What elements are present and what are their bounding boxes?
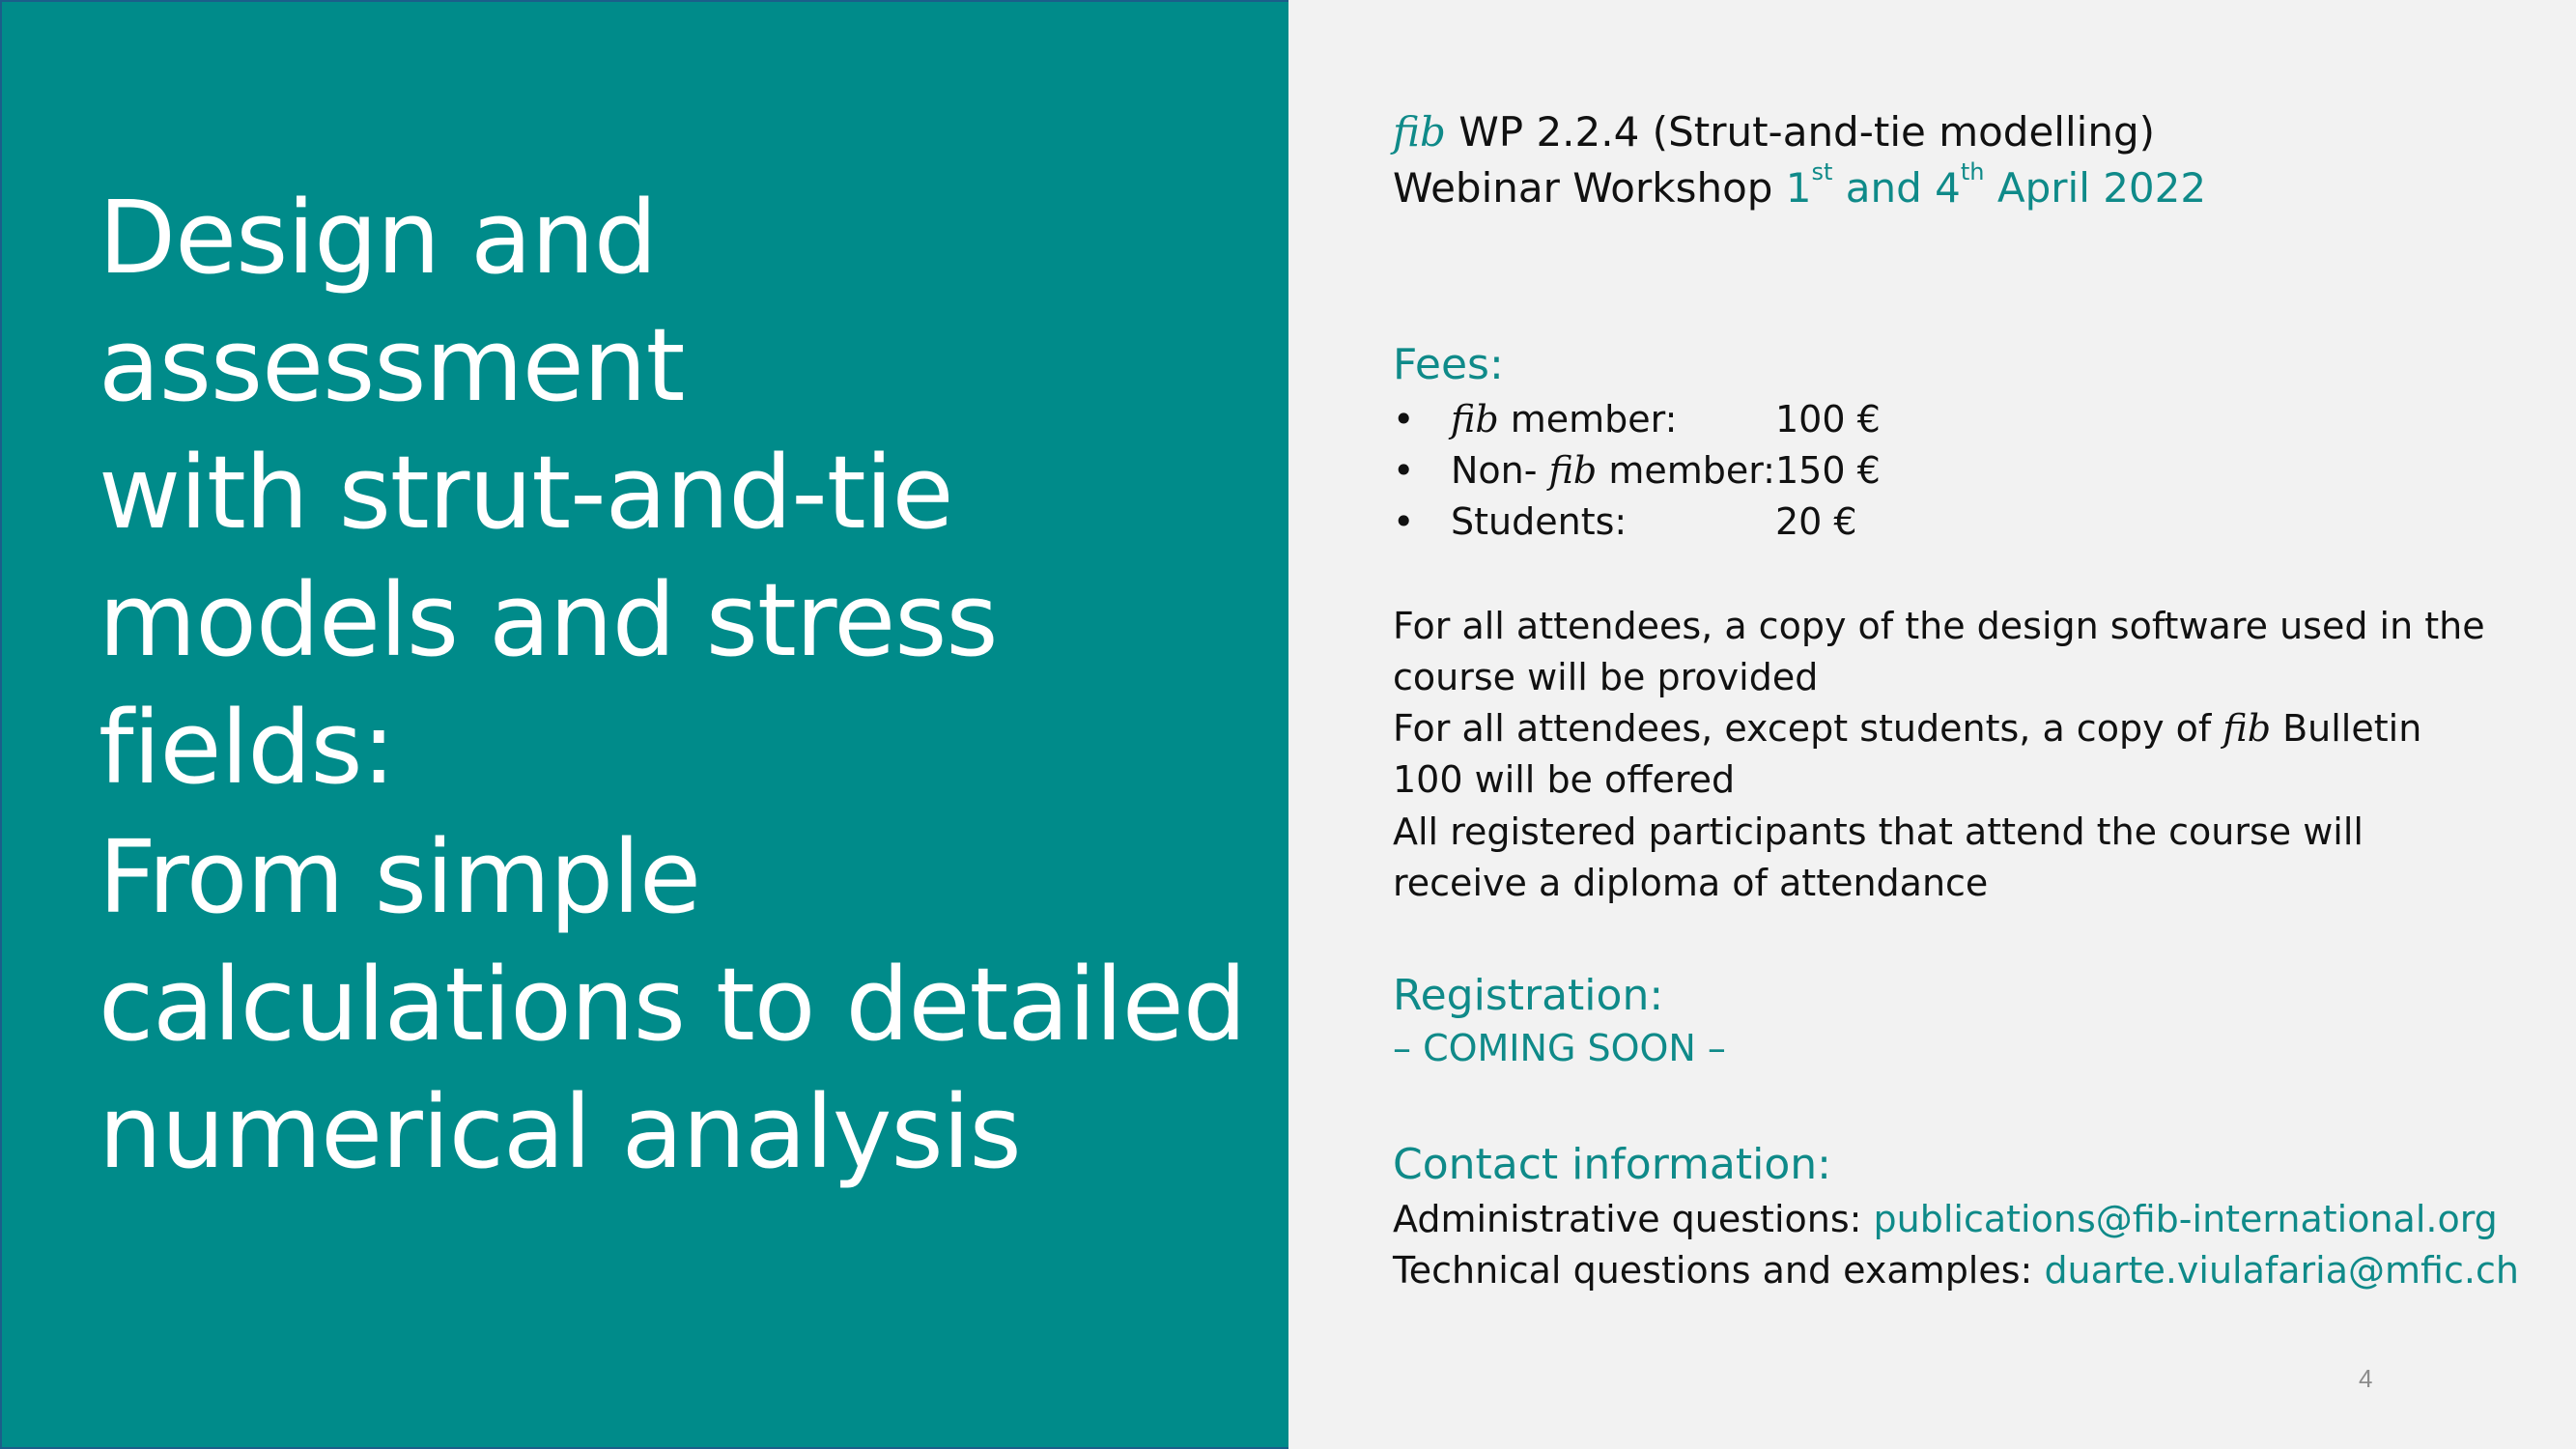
fib-mark: fib — [1451, 398, 1499, 440]
fib-mark: fib — [1393, 108, 1446, 156]
fee-price: 100 € — [1775, 398, 1881, 440]
bulletin-text-b: Bulletin 100 will be offered — [1393, 707, 2422, 801]
registration-heading: Registration: — [1393, 971, 1664, 1020]
fib-mark: fib — [2222, 707, 2272, 750]
wp-text: WP 2.2.4 (Strut-and-tie modelling) — [1445, 108, 2155, 156]
admin-label: Administrative questions: — [1393, 1198, 1874, 1240]
diploma-note: All registered participants that attend the course will receive a diploma of attendance — [1393, 810, 2364, 904]
bulletin-note — [1393, 703, 2494, 806]
software-note: For all attendees, a copy of the design software used in the course will be provided — [1393, 605, 2485, 698]
fee-prefix: Students: — [1451, 500, 1628, 543]
date-rest: April 2022 — [1984, 164, 2207, 212]
registration-status: – COMING SOON – — [1393, 1027, 1726, 1069]
fee-price: 150 € — [1775, 449, 1881, 492]
fib-mark: fib — [1548, 449, 1598, 492]
slide-title: Design and assessment with strut-and-tie models and stress fields: — [99, 179, 998, 807]
admin-email-link[interactable]: publications@fib-international.org — [1873, 1198, 2498, 1240]
fee-prefix: Non- — [1451, 449, 1549, 492]
fee-suffix: member: — [1498, 398, 1678, 440]
fee-item — [1393, 500, 1857, 543]
fees-heading: Fees: — [1393, 340, 1504, 389]
tech-label: Technical questions and examples: — [1393, 1249, 2045, 1292]
fee-item — [1393, 449, 1881, 492]
date-1: 1 — [1785, 164, 1812, 212]
bulletin-text-a: For all attendees, except students, a copy of — [1393, 707, 2223, 750]
workshop-date-line — [1393, 158, 2207, 212]
workshop-title — [1393, 108, 2155, 156]
date-1-suffix: st — [1811, 158, 1833, 185]
webinar-label: Webinar Workshop — [1393, 164, 1786, 212]
bullet: • — [1393, 449, 1415, 492]
fee-price: 20 € — [1775, 500, 1857, 543]
fee-suffix: member: — [1597, 449, 1775, 492]
technical-contact — [1393, 1249, 2519, 1292]
tech-email-link[interactable]: duarte.viulafaria@mfic.ch — [2044, 1249, 2519, 1292]
contact-heading: Contact information: — [1393, 1140, 1831, 1189]
date-4-suffix: th — [1960, 158, 1985, 185]
page-number: 4 — [2359, 1364, 2373, 1393]
fee-item — [1393, 398, 1881, 440]
slide-subtitle: From simple calculations to detailed numerical analysis — [99, 818, 1246, 1191]
bullet: • — [1393, 398, 1415, 440]
date-and: and 4 — [1832, 164, 1961, 212]
bullet: • — [1393, 500, 1415, 543]
admin-contact — [1393, 1198, 2498, 1240]
